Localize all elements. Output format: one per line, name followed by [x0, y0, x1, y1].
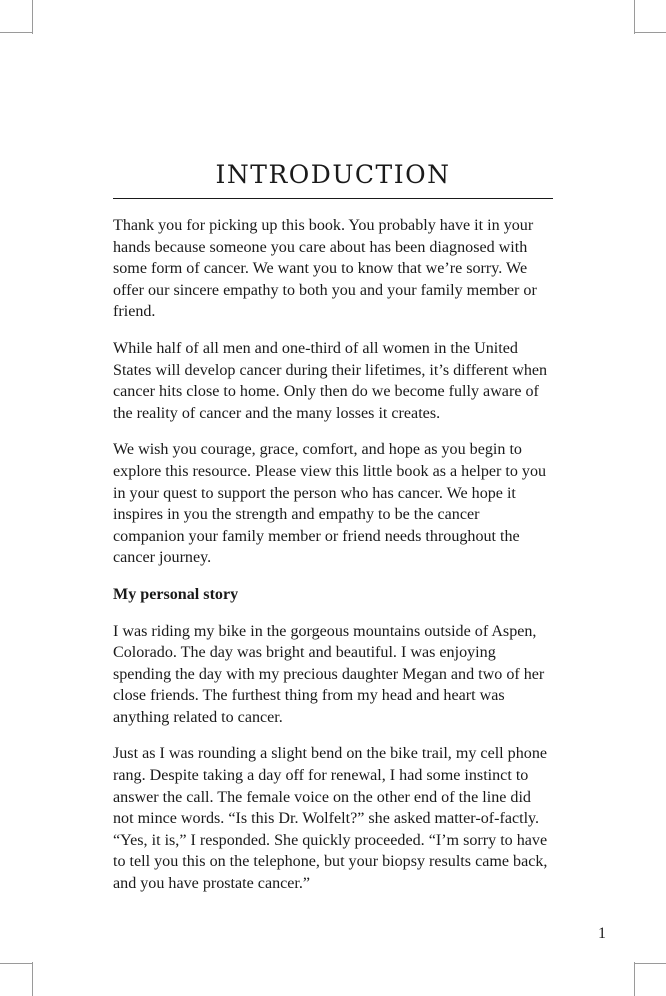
- crop-mark-bottom-right-horizontal: [634, 963, 666, 964]
- crop-mark-bottom-left: [32, 962, 33, 996]
- section-subheading: My personal story: [113, 585, 239, 603]
- story-paragraph-2: Just as I was rounding a slight bend on the bike trail, my cell phone rang. Despite taking a day off for renewal, I had some instinct to answer the call. The female voice on the other end of the line did not mince words. “Is this Dr. Wolfelt?” she asked matter-of-factly. “Yes, it is,” I responded. She quickly proceeded. “I’m sorry to have to tell you this on the telephone, but your biopsy results came back, and you have prostate cancer.”: [113, 745, 548, 893]
- crop-mark-top-left-horizontal: [0, 32, 32, 33]
- page-number: 1: [598, 925, 606, 942]
- intro-paragraph-2: While half of all men and one-third of all women in the United States will develop cancer during their lifetimes, it’s different when cancer hits close to home. Only then do we become fully aware of the reality of cancer and the many losses it creates.: [113, 339, 548, 422]
- crop-mark-top-left: [32, 0, 33, 34]
- page-title: INTRODUCTION: [215, 160, 451, 189]
- crop-mark-top-right-horizontal: [634, 32, 666, 33]
- page-body: [113, 215, 553, 910]
- crop-mark-bottom-left-horizontal: [0, 963, 32, 964]
- intro-paragraph-1: Thank you for picking up this book. You probably have it in your hands because someone you care about has been diagnosed with some form of cancer. We want you to know that we’re sorry. We offer our sincere empathy to both you and your family member or friend.: [113, 217, 537, 321]
- story-paragraph-1: I was riding my bike in the gorgeous mountains outside of Aspen, Colorado. The day was bright and beautiful. I was enjoying spending the day with my precious daughter Megan and two of her close friends. The furthest thing from my head and heart was anything related to cancer.: [113, 622, 545, 726]
- title-underline: [113, 198, 553, 199]
- intro-paragraph-3: We wish you courage, grace, comfort, and hope as you begin to explore this resource. Please view this little book as a helper to you in your quest to support the person who has cancer. We hope it inspires in you the strength and empathy to be the cancer companion your family member or friend needs throughout the cancer journey.: [113, 441, 547, 567]
- crop-mark-top-right: [634, 0, 635, 34]
- crop-mark-bottom-right: [634, 962, 635, 996]
